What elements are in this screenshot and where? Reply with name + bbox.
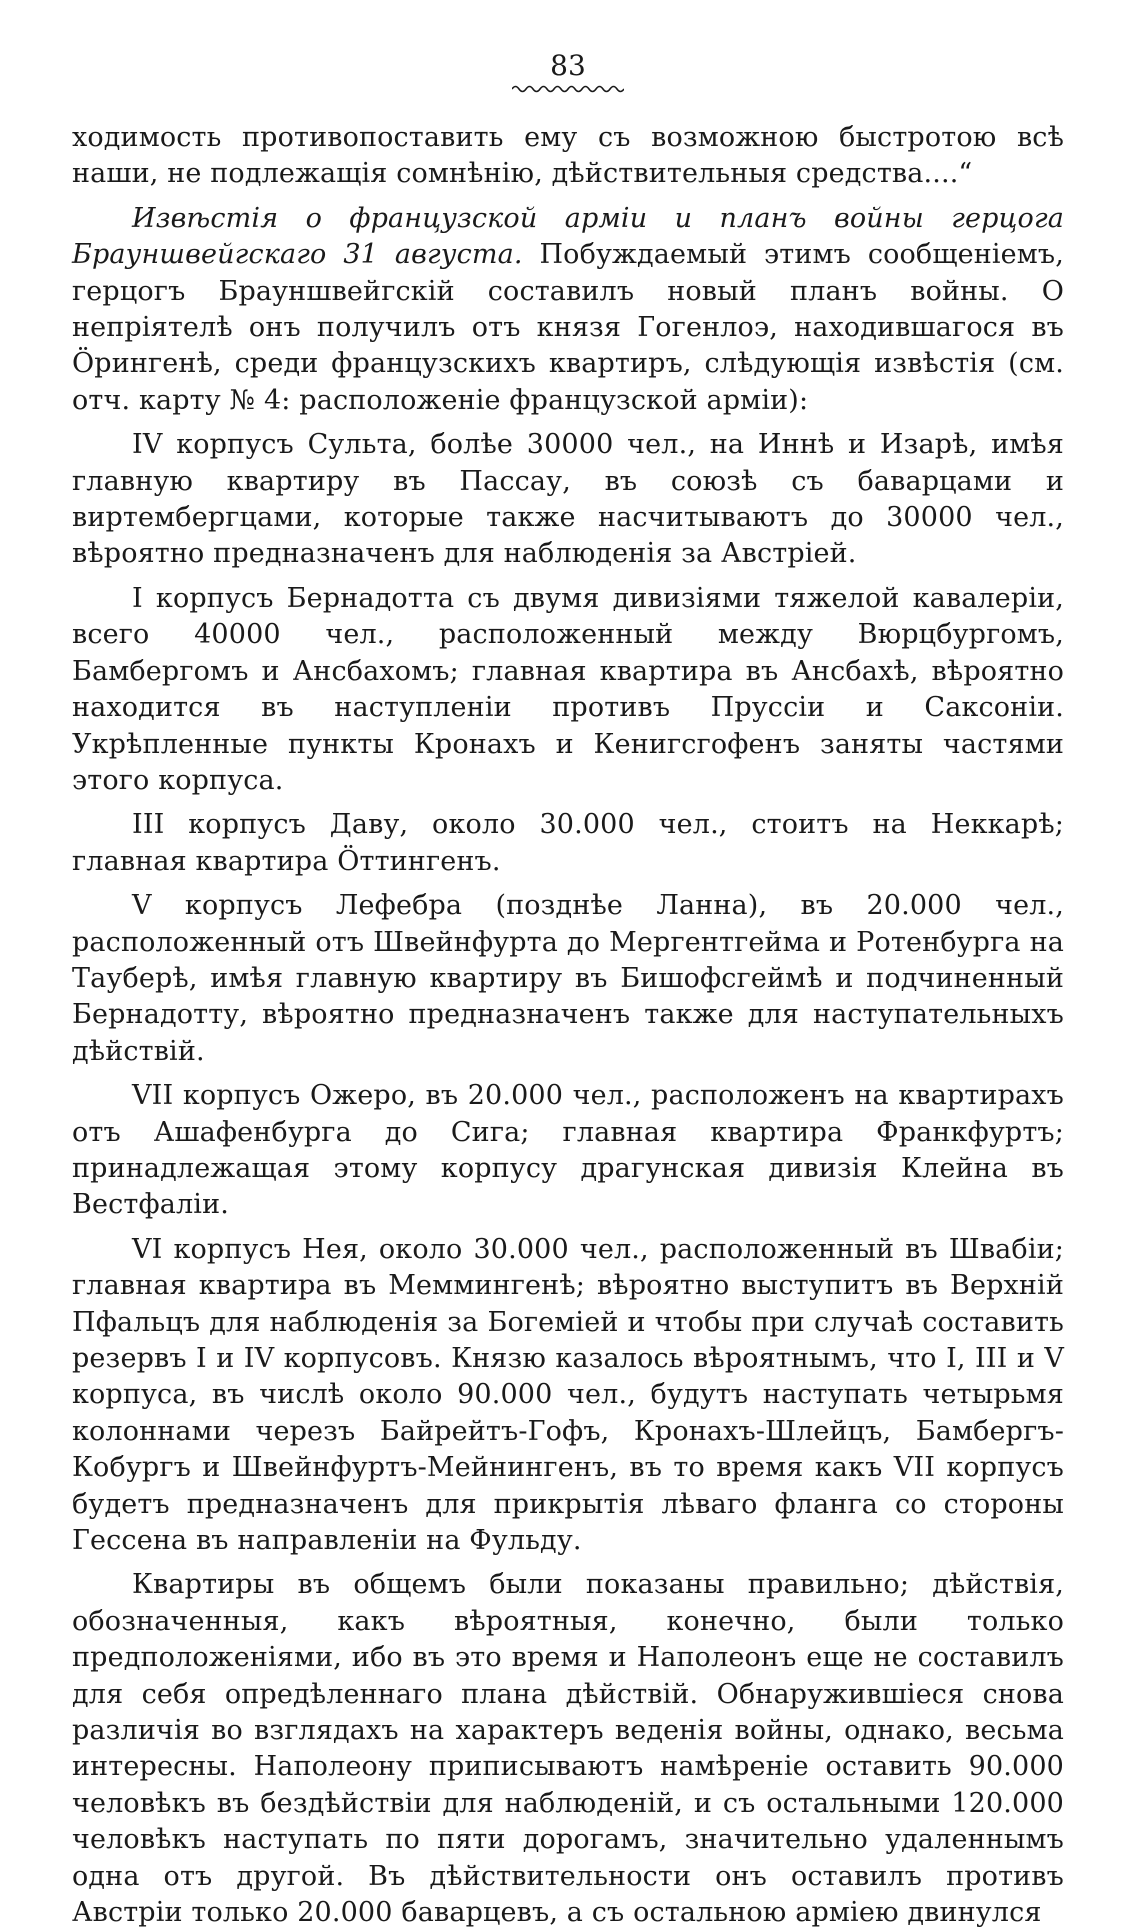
paragraph-corps-iii: [72, 807, 1064, 880]
paragraph-corps-iv: [72, 427, 1064, 573]
page-number: 83: [550, 49, 586, 82]
paragraph-text: ходимость противопоставить ему съ возможною быстротою всѣ наши, не подлежащія сомнѣнію, дѣйствительныя средства....“: [72, 122, 1064, 190]
paragraph-analysis: [72, 1567, 1064, 1931]
paragraph-continuation: [72, 120, 1064, 193]
paragraph-text: VI корпусъ Нея, около 30.000 чел., расположенный въ Швабіи; главная квартира въ Меммингенѣ; вѣроятно выступитъ въ Верхній Пфальцъ для наблюденія за Богеміей и чтобы при случаѣ составить резервъ I и IV корпусовъ. Князю казалось вѣроятнымъ, что I, III и V корпуса, въ числѣ около 90.000 чел., будутъ наступать четырьмя колоннами черезъ Байрейтъ-Гофъ, Кронахъ-Шлейцъ, Бамбергъ-Кобургъ и Швейнфуртъ-Мейнингенъ, въ то время какъ VII корпусъ будетъ предназначенъ для прикрытія лѣваго фланга со стороны Гессена въ направленіи на Фульду.: [72, 1233, 1064, 1557]
paragraph-corps-i: [72, 581, 1064, 799]
paragraph-corps-vi: [72, 1232, 1064, 1560]
paragraph-text: V корпусъ Лефебра (позднѣе Ланна), въ 20.000 чел., расположенный отъ Швейнфурта до Мергентгейма и Ротенбурга на Тауберѣ, имѣя главную квартиру въ Бишофсгеймѣ и подчиненный Бернадотту, вѣроятно предназначенъ также для наступательныхъ дѣйствій.: [72, 890, 1064, 1067]
paragraph-text: III корпусъ Даву, около 30.000 чел., стоитъ на Неккарѣ; главная квартира Öттингенъ.: [72, 809, 1064, 877]
paragraph-text: I корпусъ Бернадотта съ двумя дивизіями тяжелой кавалеріи, всего 40000 чел., расположенный между Вюрцбургомъ, Бамбергомъ и Ансбахомъ; главная квартира въ Ансбахѣ, вѣроятно находится въ наступленіи противъ Пруссіи и Саксоніи. Укрѣпленные пункты Кронахъ и Кенигсгофенъ заняты частями этого корпуса.: [72, 582, 1064, 796]
document-page: [72, 49, 1064, 1929]
section-heading-italic: Извѣстія о французской арміи и планъ войны герцога Брауншвейгскаго 31 августа.: [72, 202, 1064, 271]
paragraph-corps-vii: [72, 1078, 1064, 1224]
paragraph-text: VII корпусъ Ожеро, въ 20.000 чел., расположенъ на квартирахъ отъ Ашафенбурга до Сига; главная квартира Франкфуртъ; принадлежащая этому корпусу драгунская дивизія Клейна въ Вестфаліи.: [72, 1080, 1064, 1221]
wavy-rule-ornament: [512, 84, 624, 94]
paragraph-text: Побуждаемый этимъ сообщеніемъ, герцогъ Брауншвейгскій составилъ новый планъ войны. О непріятелѣ онъ получилъ отъ князя Гогенлоэ, находившагося въ Öрингенѣ, среди французскихъ квартиръ, слѣдующія извѣстія (см. отч. карту № 4: расположеніе французской арміи):: [72, 239, 1064, 416]
paragraph-text: IV корпусъ Сульта, болѣе 30000 чел., на Иннѣ и Изарѣ, имѣя главную квартиру въ Пассау, въ союзѣ съ баварцами и виртембергцами, которые также насчитываютъ до 30000 чел., вѣроятно предназначенъ для наблюденія за Австріей.: [72, 429, 1064, 570]
paragraph-corps-v: [72, 888, 1064, 1070]
body-text: [72, 120, 1064, 1932]
paragraph-text: Квартиры въ общемъ были показаны правильно; дѣйствія, обозначенныя, какъ вѣроятныя, конечно, были только предположеніями, ибо въ это время и Наполеонъ еще не составилъ для себя опредѣленнаго плана дѣйствій. Обнаружившіеся снова различія во взглядахъ на характеръ веденія войны, однако, весьма интересны. Наполеону приписываютъ намѣреніе оставить 90.000 человѣкъ въ бездѣйствіи для наблюденій, и съ остальными 120.000 человѣкъ наступать по пяти дорогамъ, значительно удаленнымъ одна отъ другой. Въ дѣйствительности онъ оставилъ противъ Австріи только 20.000 баварцевъ, а съ остальною арміею двинулся: [72, 1569, 1064, 1929]
paragraph-section-heading: [72, 201, 1064, 419]
